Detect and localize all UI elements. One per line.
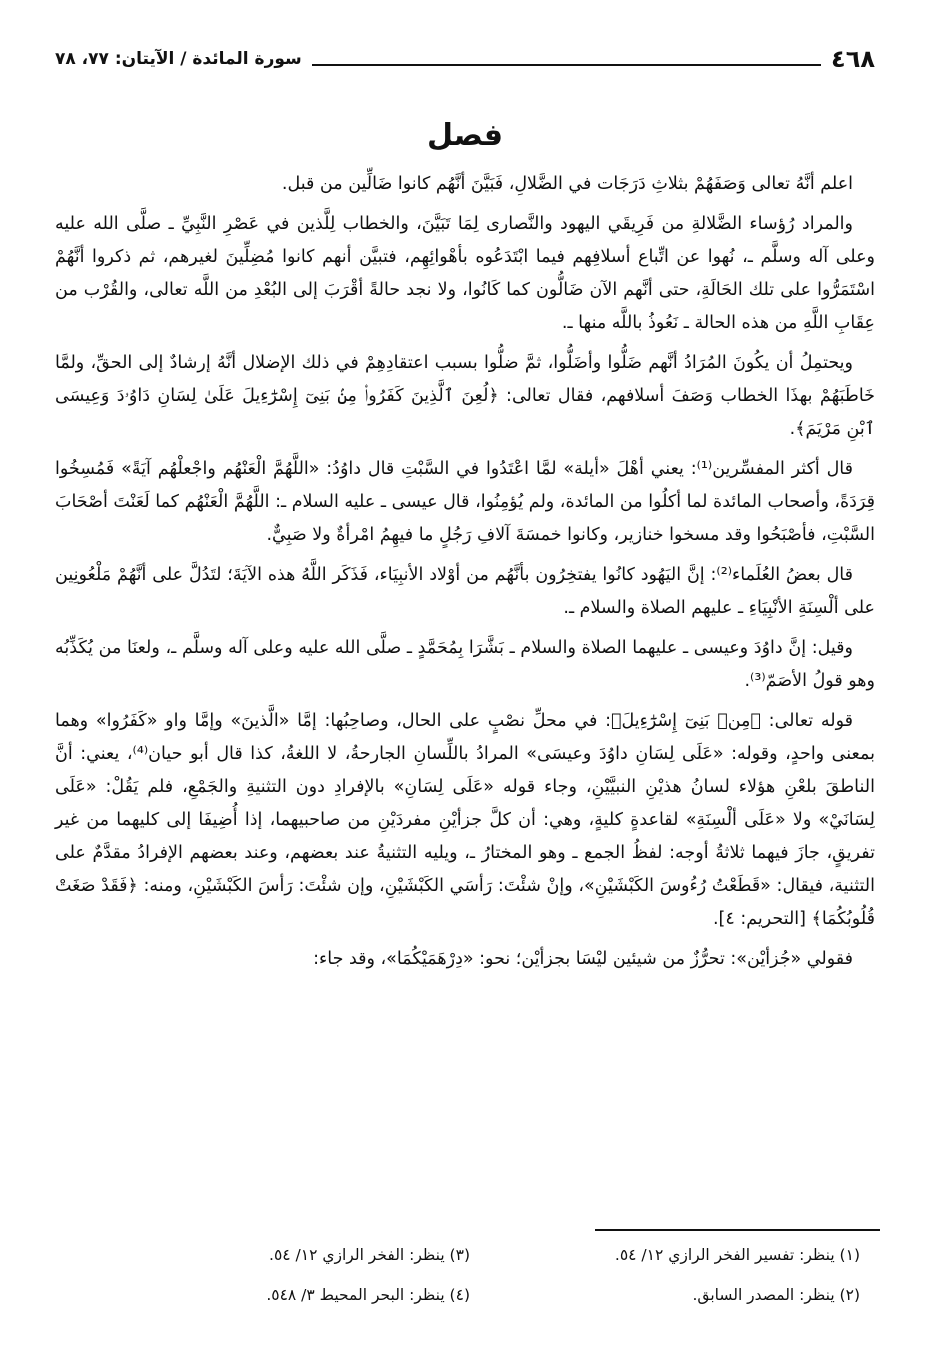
header-rule xyxy=(312,64,821,66)
page-header xyxy=(55,40,875,74)
paragraph: قال أكثر المفسِّرين⁽¹⁾: يعني أهْلَ «أيلة» لمَّا اعْتَدُوا في السَّبْتِ قال داوُدُ: «اللَّهُمَّ الْعَنْهُم واجْعلْهُم آيَةً» فَمُسِخُوا قِرَدَةً، وأصحاب المائدة لما أكلُوا من المائدة، ولم يُؤمِنُوا، قال عيسى ـ عليه السلام ـ: اللَّهُمَّ الْعَنْهُم كما لَعَنْتَ أصْحَابَ السَّبْتِ، فأصْبَحُوا وقد مسخوا خنازير، وكانوا خمسَةَ آلافِ رَجُلٍ ما فيهِمُ امْرأةٌ ولا صَبِيٌّ. xyxy=(55,459,875,545)
paragraph: ويحتمِلُ أن يكُونَ المُرَادُ أنَّهم ضَلُّوا وأضَلُّوا، ثمَّ ضلُّوا بسبب اعتقادِهِمْ في ذلك الإضلال أنَّهُ إرشادٌ إلى الحقِّ، ولمَّا خَاطَبَهُمْ بهذَا الخطاب وَصَفَ أسلافهم، فقال تعالى: ﴿لُعِنَ ٱلَّذِينَ كَفَرُوا۟ مِنۢ بَنِىٓ إِسْرَٰٓءِيلَ عَلَىٰ لِسَانِ دَاوُۥدَ وَعِيسَى ٱبْنِ مَرْيَمَ﴾. xyxy=(55,353,875,439)
footnote-1: (١) ينظر: تفسير الفخر الرازي ١٢/ ٥٤. xyxy=(614,1246,860,1264)
paragraph: قوله تعالى: ﴿مِنۢ بَنِىٓ إِسْرَٰٓءِيلَ﴾: في محلِّ نصْبٍ على الحال، وصاحِبُها: إمَّا «الَّذينَ» وإمَّا واو «كَفَرُوا» وهما بمعنى واحدٍ، وقوله: «عَلَى لِسَانِ داوُدَ وعيسَى» المرادُ باللِّسانِ الجارحةُ، لا اللغةُ، كذا قال أبو حيان⁽⁴⁾، يعني: أنَّ الناطقَ بلعْنِ هؤلاء لسانُ هذيْنِ النبيَّيْنِ، وجاء قوله «عَلَى لِسَانِ» بالإفرادِ دون التثنيةِ والجَمْعِ، فلم يَقُلْ: «عَلَى لِسَانَيْ» ولا «عَلَى ألْسِنَةِ» لقاعدةٍ كليةٍ، وهي: أن كلَّ جزأيْنِ مفردَيْنِ من صاحبيهما، إذا أُضِيفَا إلى كليهما من غير تفريقٍ، جازَ فيهما ثلاثةُ أوجه: لفظُ الجمع ـ وهو المختارُ ـ، ويليه التثنيةُ عند بعضهم، وعند بعضهم الإفرادُ مقدَّمٌ على التثنية، فيقال: «قَطَعْتُ رُءُوسَ الكَبْشَيْنِ»، وإنْ شئْتَ: رَأسَي الكَبْشَيْنِ، وإن شئْتَ: رَأسَ الكَبْشَيْنِ، ومنه: ﴿فَقَدْ صَغَتْ قُلُوبُكُمَا﴾ [التحريم: ٤]. xyxy=(55,711,875,929)
footnote-4: (٤) ينظر: البحر المحيط ٣/ ٥٤٨. xyxy=(266,1286,470,1304)
section-title: فصل xyxy=(427,118,503,153)
running-title: سورة المائدة / الآيتان: ٧٧، ٧٨ xyxy=(55,49,302,69)
page-number: ٤٦٨ xyxy=(831,45,875,73)
paragraph: وقيل: إنَّ داوُدَ وعيسى ـ عليهما الصلاة والسلام ـ بَشَّرَا بِمُحَمَّدٍ ـ صلَّى الله عليه وعلى آله وسلَّم ـ، ولعنَا من يُكَذِّبُه وهو قولُ الأصَمّ⁽³⁾. xyxy=(55,638,875,691)
footnote-separator xyxy=(595,1229,880,1231)
paragraph: قال بعضُ العُلَماء⁽²⁾: إنَّ اليَهُود كانُوا يفتخِرُون بأنَّهُم من أوْلاد الأنبِيَاء، فَذَكَر اللَّهُ هذه الآيَةَ؛ لتَدُلَّ على أنَّهُمْ مَلْعُونِين على ألْسِنَةِ الأنْبِيَاءِ ـ عليهم الصلاة والسلام ـ. xyxy=(55,565,875,618)
footnote-2: (٢) ينظر: المصدر السابق. xyxy=(692,1286,860,1304)
paragraph: والمراد رُؤساء الضَّلالةِ من فَرِيقَي اليهود والنَّصارى لِمَا تَبَيَّنَ، والخطاب لِلَّذين في عَصْرِ النَّبِيِّ ـ صلَّى الله عليه وعلى آله وسلَّم ـ، نُهوا عن اتِّباع أسلافِهم فيما ابْتَدَعُوه بأهْوائِهِم، فتبيَّن أنهم كانوا مُضِلِّينَ لغيرهم، ثم ذكروا أنَّهُمْ اسْتَمَرُّوا على تلك الحَالَةِ، حتى أنَّهم الآن ضَالُّون كما كَانُوا، ولا نجد حالةً أقْرَبَ إلى البُعْدِ من اللَّه تعالى، والقُرْب من عِقَابِ اللَّهِ من هذه الحالة ـ نَعُوذُ باللَّه منها ـ. xyxy=(55,214,875,333)
paragraph: اعلم أنَّهُ تعالى وَصَفَهُمْ بثلاثِ دَرَجَات في الضَّلالِ، فَبَيَّنَ أنَّهُم كانوا ضَالِّين من قبل. xyxy=(281,174,853,194)
main-text xyxy=(55,168,875,983)
footnote-3: (٣) ينظر: الفخر الرازي ١٢/ ٥٤. xyxy=(269,1246,470,1264)
paragraph: فقولي «جُزأيْن»: تحرُّزٌ من شيئين ليْسَا بجزأيْن؛ نحو: «دِرْهَمَيْكُمَا»، وقد جاء: xyxy=(313,949,853,969)
